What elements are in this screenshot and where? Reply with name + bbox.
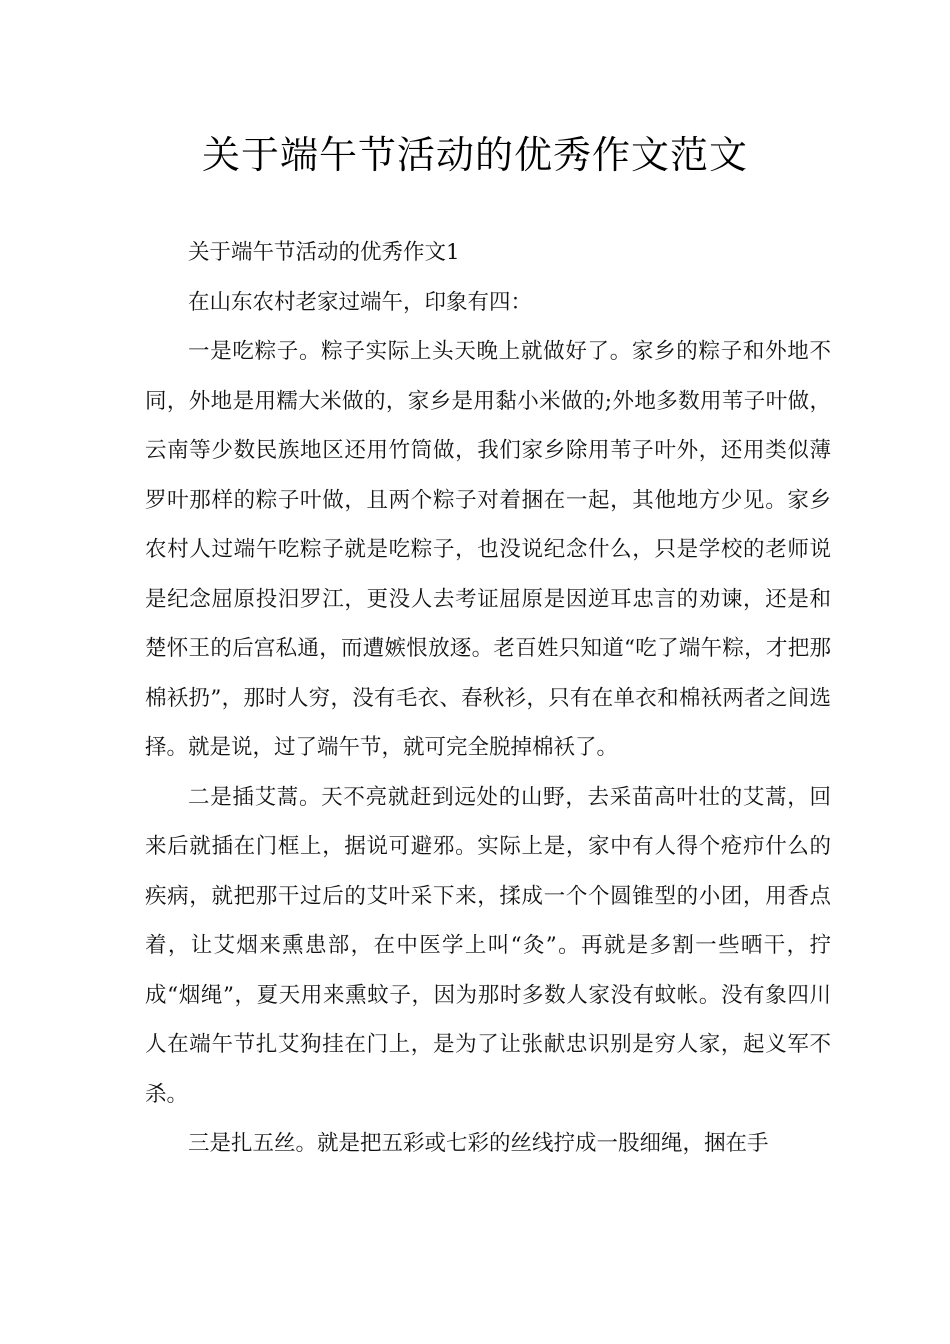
document-title: 关于端午节活动的优秀作文范文	[201, 133, 748, 177]
paragraph-aihao: 二是插艾蒿。天不亮就赶到远处的山野，去采苗高叶壮的艾蒿，回来后就插在门框上，据说可避邪。实际上是，家中有人得个疮疖什么的疾病，就把那干过后的艾叶采下来，揉成一个个圆锥型的小团，用香点着，让艾烟来熏患部，在中医学上叫“灸”。再就是多割一些晒干，拧成“烟绳”，夏天用来熏蚊子，因为那时多数人家没有蚊帐。没有象四川人在端午节扎艾狗挂在门上，是为了让张献忠识别是穷人家，起义军不杀。	[145, 784, 831, 1107]
paragraph-zongzi: 一是吃粽子。粽子实际上头天晚上就做好了。家乡的粽子和外地不同，外地是用糯大米做的，家乡是用黏小米做的;外地多数用苇子叶做，云南等少数民族地区还用竹筒做，我们家乡除用苇子叶外，还用类似薄罗叶那样的粽子叶做，且两个粽子对着捆在一起，其他地方少见。家乡农村人过端午吃粽子就是吃粽子，也没说纪念什么，只是学校的老师说是纪念屈原投汨罗江，更没人去考证屈原是因逆耳忠言的劝谏，还是和楚怀王的后宫私通，而遭嫉恨放逐。老百姓只知道“吃了端午粽，才把那棉袄扔”，那时人穷，没有毛衣、春秋衫，只有在单衣和棉袄两者之间选择。就是说，过了端午节，就可完全脱掉棉袄了。	[145, 339, 831, 760]
document-body	[145, 228, 831, 1169]
paragraph-intro: 在山东农村老家过端午，印象有四：	[188, 289, 533, 315]
paragraph-wusi: 三是扎五丝。就是把五彩或七彩的丝线拧成一股细绳，捆在手	[188, 1131, 769, 1156]
paragraph-subtitle: 关于端午节活动的优秀作文1	[188, 240, 460, 265]
